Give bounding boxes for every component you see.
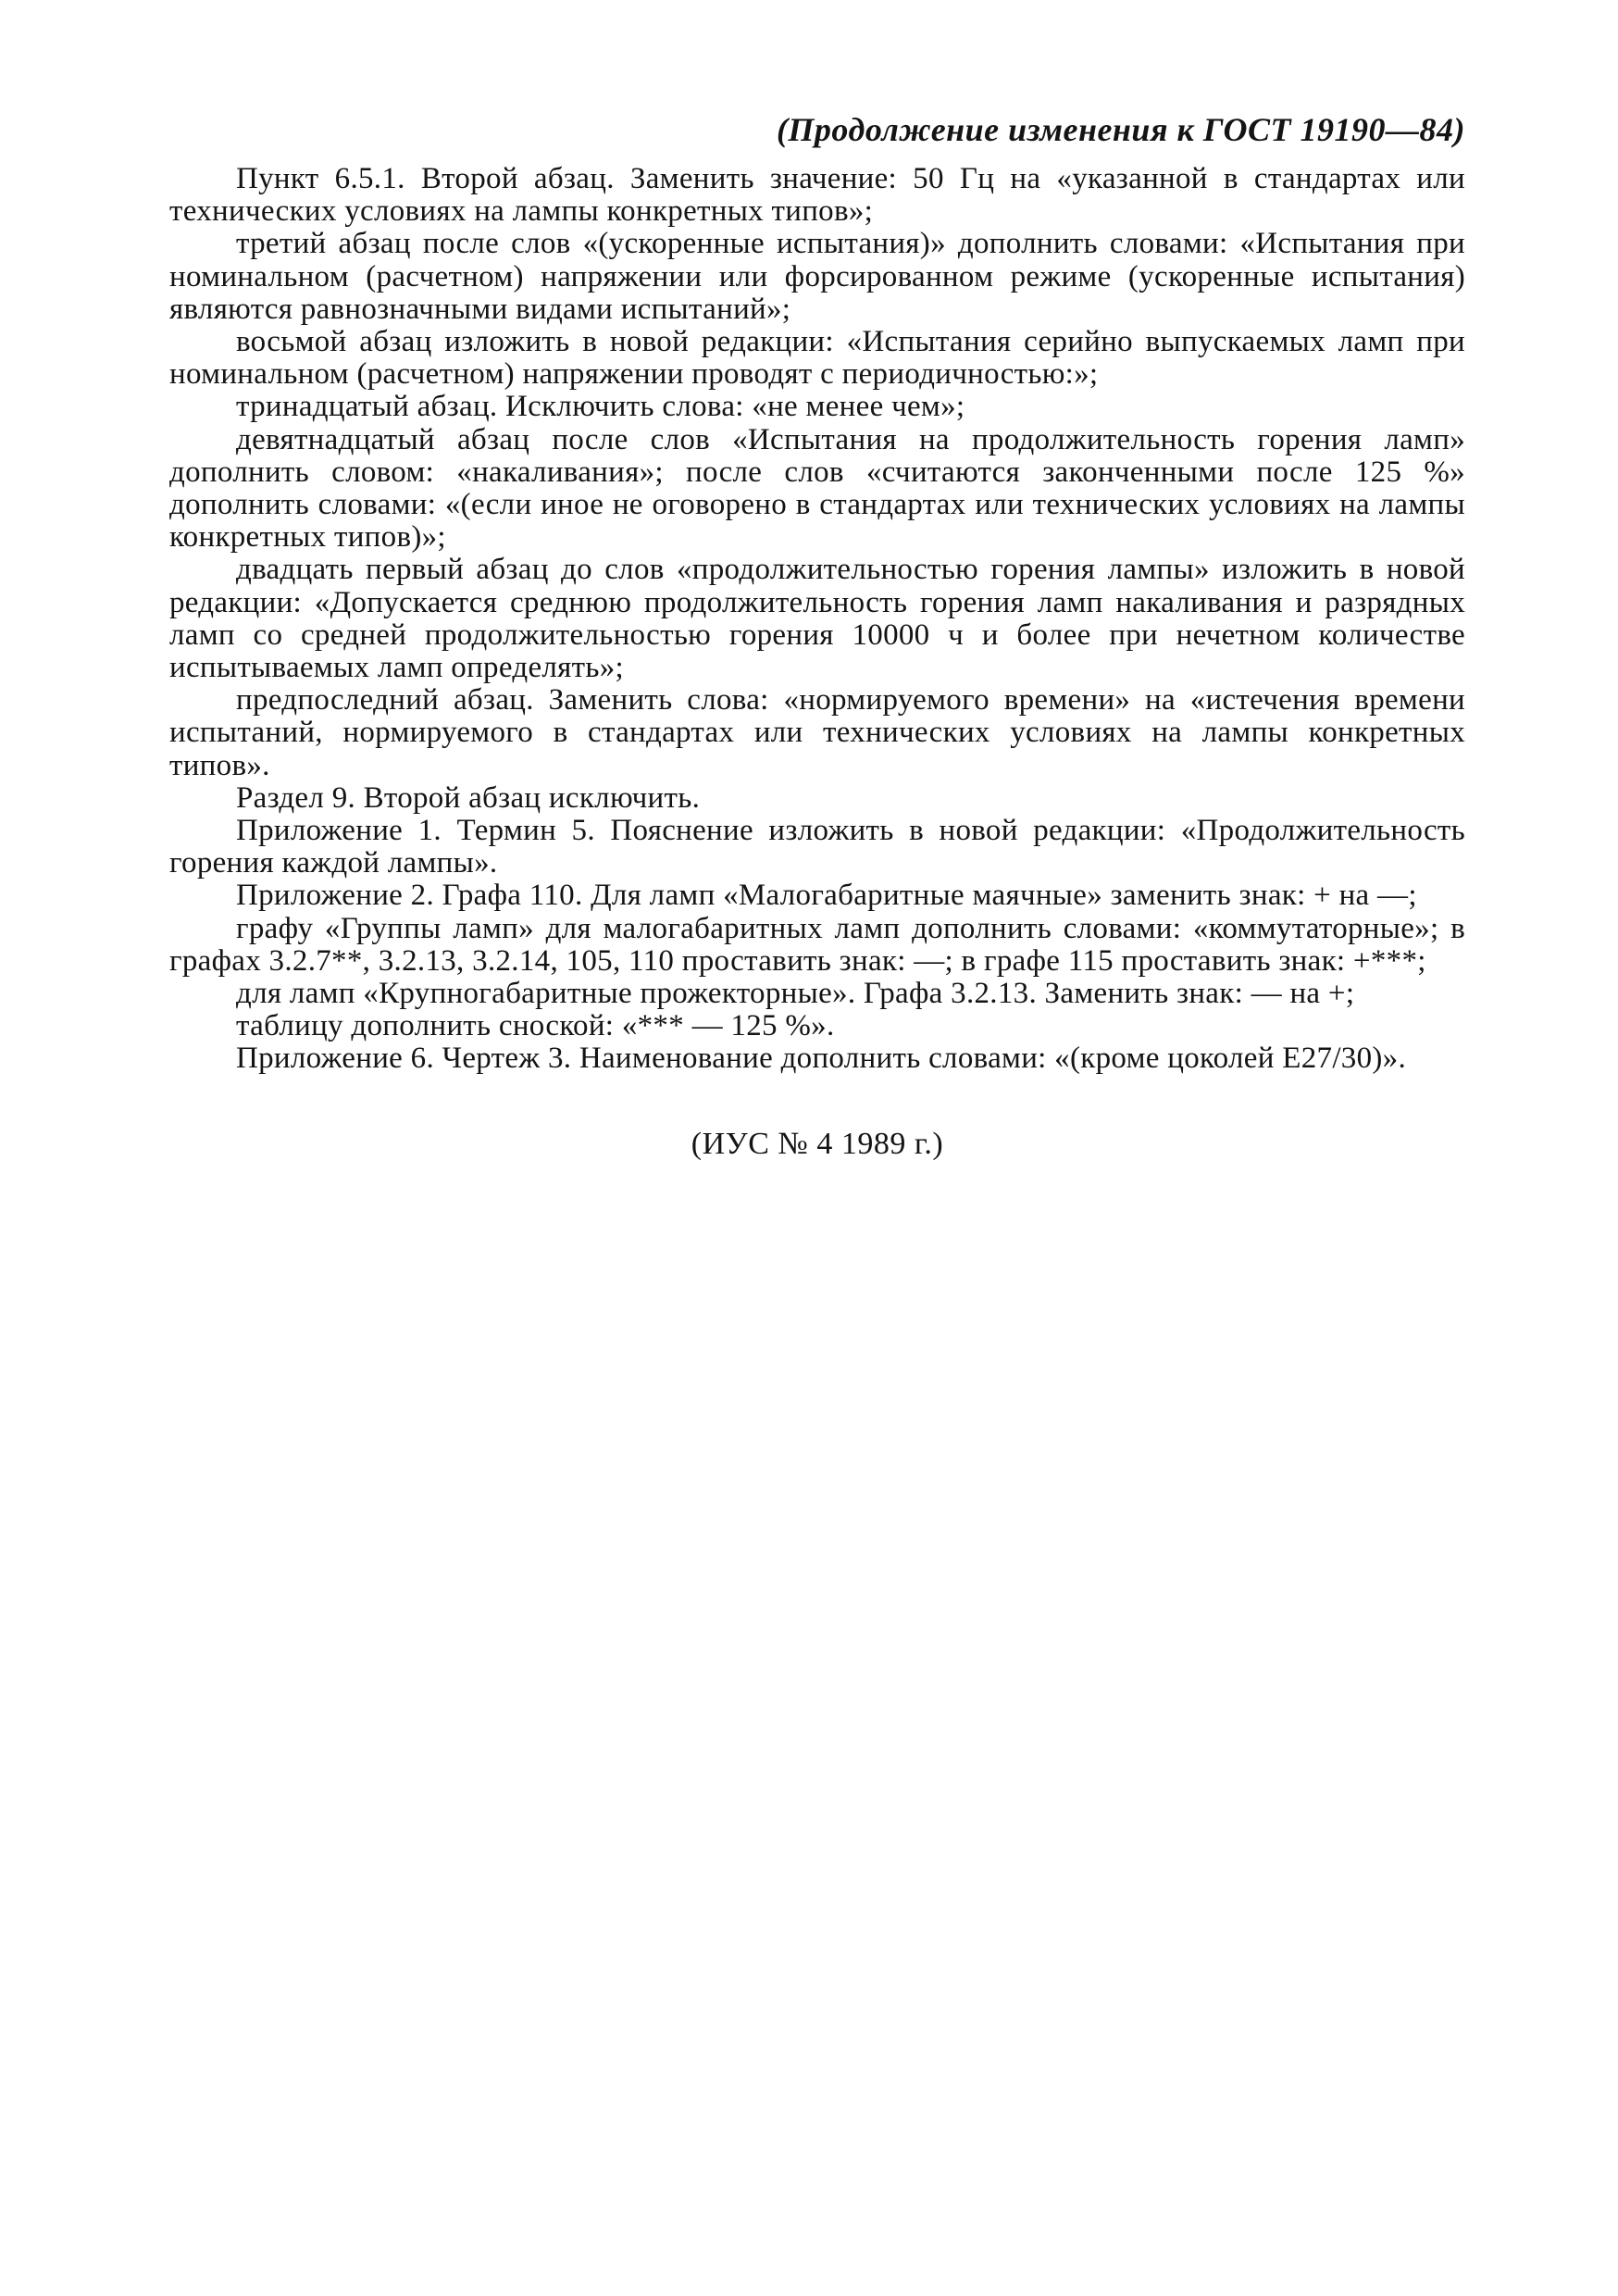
paragraph-clause-6-5-1: Пункт 6.5.1. Второй абзац. Заменить значение: 50 Гц на «указанной в стандартах или технических условиях на лампы конкретных типов»; — [169, 162, 1465, 229]
paragraph-penultimate-abzac: предпоследний абзац. Заменить слова: «нормируемого времени» на «истечения времени испытаний, нормируемого в стандартах или технических условиях на лампы конкретных типов». — [169, 683, 1465, 782]
paragraph-twenty-first-abzac: двадцать первый абзац до слов «продолжительностью горения лампы» изложить в новой редакции: «Допускается среднюю продолжительность горения ламп накаливания и разрядных ламп со средней продолжительностью горения 10000 ч и более при нечетном количестве испытываемых ламп определять»; — [169, 553, 1465, 685]
paragraph-eighth-abzac: восьмой абзац изложить в новой редакции: «Испытания серийно выпускаемых ламп при номинальном (расчетном) напряжении проводят с периодичностью:»; — [169, 325, 1465, 392]
paragraph-appendix-1: Приложение 1. Термин 5. Пояснение изложить в новой редакции: «Продолжительность горения каждой лампы». — [169, 814, 1465, 880]
document-page — [169, 109, 1465, 1165]
paragraph-lamp-groups-column: графу «Группы ламп» для малогабаритных ламп дополнить словами: «коммутаторные»; в графах 3.2.7**, 3.2.13, 3.2.14, 105, 110 проставить знак: —; в графе 115 проставить знак: +***; — [169, 911, 1465, 978]
paragraph-nineteenth-abzac: девятнадцатый абзац после слов «Испытания на продолжительность горения ламп» дополнить словом: «накаливания»; после слов «считаются законченными после 125 %» дополнить словами: «(если иное не оговорено в стандартах или технических условиях на лампы конкретных типов)»; — [169, 422, 1465, 555]
paragraph-third-abzac: третий абзац после слов «(ускоренные испытания)» дополнить словами: «Испытания при номинальном (расчетном) напряжении или форсированном режиме (ускоренные испытания) являются равнозначными видами испытаний»; — [169, 227, 1465, 326]
paragraph-section-9: Раздел 9. Второй абзац исключить. — [236, 780, 701, 815]
paragraph-floodlight-lamps: для ламп «Крупногабаритные прожекторные». Графа 3.2.13. Заменить знак: — на +; — [236, 977, 1355, 1011]
continuation-header: (Продолжение изменения к ГОСТ 19190—84) — [776, 111, 1465, 148]
paragraph-thirteenth-abzac: тринадцатый абзац. Исключить слова: «не менее чем»; — [236, 390, 965, 424]
paragraph-appendix-6: Приложение 6. Чертеж 3. Наименование дополнить словами: «(кроме цоколей Е27/30)». — [236, 1042, 1407, 1076]
paragraph-table-footnote: таблицу дополнить сноской: «*** — 125 %». — [236, 1009, 835, 1043]
paragraph-appendix-2: Приложение 2. Графа 110. Для ламп «Малогабаритные маячные» заменить знак: + на —; — [236, 879, 1417, 913]
ius-reference: (ИУС № 4 1989 г.) — [691, 1126, 944, 1161]
